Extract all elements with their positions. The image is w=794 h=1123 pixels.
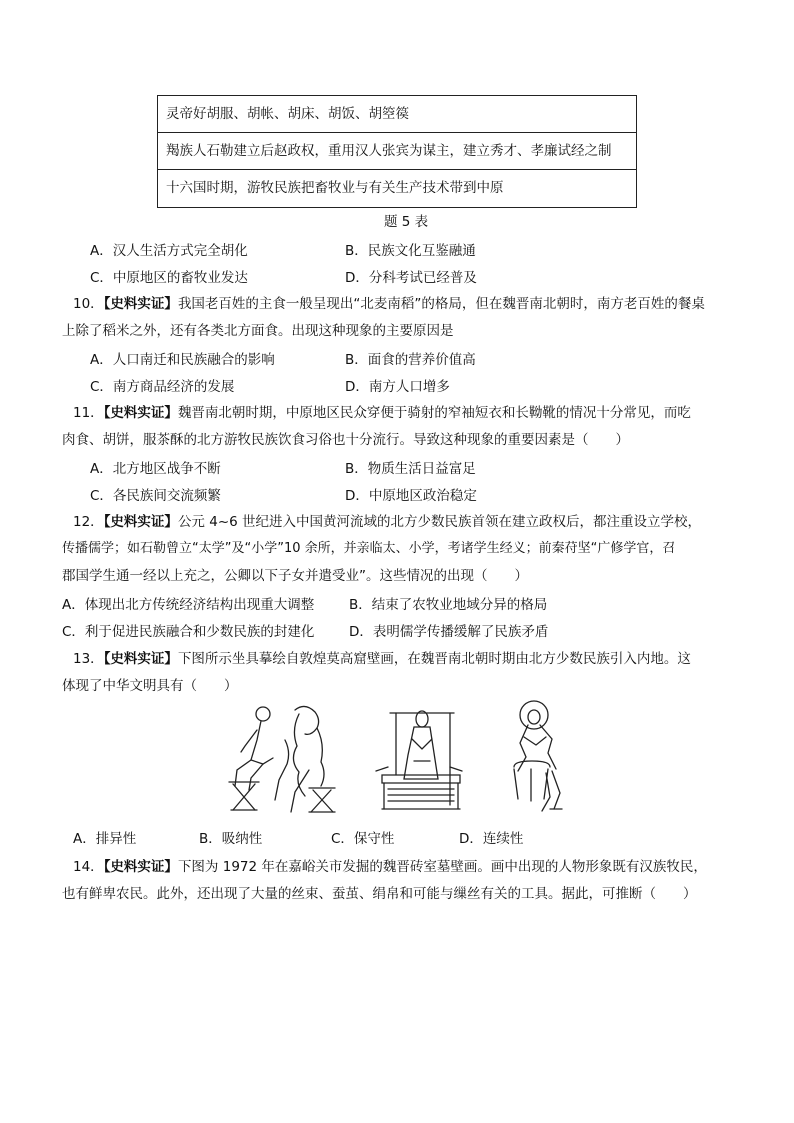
table-row: 十六国时期，游牧民族把畜牧业与有关生产技术带到中原 [166,180,504,196]
source-tag: 【史料实证】 [103,651,178,667]
source-tag: 【史料实证】 [103,514,178,530]
q13-option-c: C．保守性 [331,831,395,847]
q11-option-d: D．中原地区政治稳定 [345,488,477,504]
q9-option-d: D．分科考试已经普及 [345,270,477,286]
q11-option-a: A．北方地区战争不断 [90,461,221,477]
q11-stem-line1: 11．【史料实证】魏晋南北朝时期，中原地区民众穿便于骑射的窄袖短衣和长靿靴的情况十分常见，而吃 [73,405,691,421]
illustration-figure-on-round-stool [498,697,578,815]
q11-option-c: C．各民族间交流频繁 [90,488,221,504]
q13-option-a: A．排异性 [73,831,137,847]
table-row: 羯族人石勒建立后赵政权，重用汉人张宾为谋主，建立秀才、孝廉试经之制 [158,133,636,170]
source-tag: 【史料实证】 [103,296,178,312]
q10-option-d: D．南方人口增多 [345,379,450,395]
source-table [157,95,637,208]
q13-option-b: B．吸纳性 [199,831,263,847]
q10-option-a: A．人口南迁和民族融合的影响 [90,352,275,368]
q12-stem-line1: 12．【史料实证】公元 4~6 世纪进入中国黄河流域的北方少数民族首领在建立政权后，都注重设立学校， [73,514,702,530]
table-caption: 题 5 表 [384,214,429,230]
q12-stem-line2: 传播儒学；如石勒曾立“太学”及“小学”10 余所，并亲临太、小学，考诸学生经义；前秦苻坚“广修学官，召 [62,541,676,556]
q10-option-c: C．南方商品经济的发展 [90,379,235,395]
q12-option-b: B．结束了农牧业地域分异的格局 [349,597,548,613]
q12-option-d: D．表明儒学传播缓解了民族矛盾 [349,624,549,640]
illustration-two-figures-folding-stools [225,700,340,818]
q9-option-b: B．民族文化互鉴融通 [345,243,476,259]
q10-stem-line2: 上除了稻米之外，还有各类北方面食。出现这种现象的主要原因是 [62,323,454,339]
q10-option-b: B．面食的营养价值高 [345,352,476,368]
illustration-figure-on-chair [374,705,464,813]
table-row: 灵帝好胡服、胡帐、胡床、胡饭、胡箜篌 [158,96,636,133]
q9-option-c: C．中原地区的畜牧业发达 [90,270,248,286]
q12-stem-line3: 郡国学生通一经以上充之，公卿以下子女并遣受业”。这些情况的出现（ ） [62,568,528,584]
q12-option-a: A．体现出北方传统经济结构出现重大调整 [62,597,315,613]
q14-stem-line2: 也有鲜卑农民。此外，还出现了大量的丝束、蚕茧、绢帛和可能与缫丝有关的工具。据此，可推断（ ） [62,886,697,902]
q11-stem-line2: 肉食、胡饼，服茶酥的北方游牧民族饮食习俗也十分流行。导致这种现象的重要因素是（ ） [62,432,629,448]
q13-option-d: D．连续性 [459,831,524,847]
source-tag: 【史料实证】 [103,405,178,421]
source-tag: 【史料实证】 [103,859,178,875]
q13-stem-line2: 体现了中华文明具有（ ） [62,678,238,694]
q13-stem-line1: 13．【史料实证】下图所示坐具摹绘自敦煌莫高窟壁画，在魏晋南北朝时期由北方少数民族引入内地。这 [73,651,691,667]
q14-stem-line1: 14．【史料实证】下图为 1972 年在嘉峪关市发掘的魏晋砖室墓壁画。画中出现的人物形象既有汉族牧民， [73,859,707,875]
q12-option-c: C．利于促进民族融合和少数民族的封建化 [62,624,315,640]
q9-option-a: A．汉人生活方式完全胡化 [90,243,248,259]
q10-stem-line1: 10．【史料实证】我国老百姓的主食一般呈现出“北麦南稻”的格局，但在魏晋南北朝时，南方老百姓的餐桌 [73,296,705,312]
q11-option-b: B．物质生活日益富足 [345,461,476,477]
